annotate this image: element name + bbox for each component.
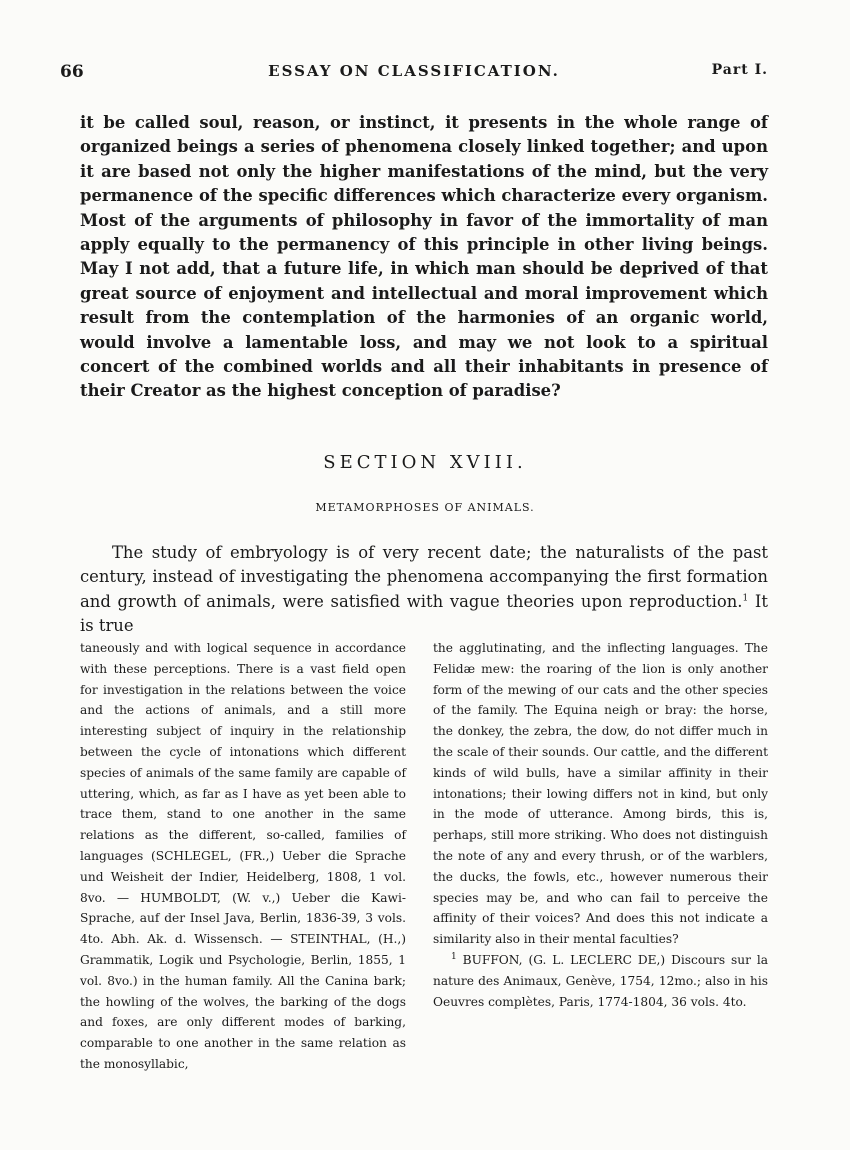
page-header	[60, 62, 768, 86]
part-label: Part I.	[711, 62, 768, 78]
page-number: 66	[60, 62, 84, 82]
footnote-right-column	[433, 638, 768, 1012]
footnote-1-marker: 1	[451, 951, 457, 962]
footnote-reference[interactable]: 1	[742, 593, 749, 604]
intro-paragraph: it be called soul, reason, or instinct, it presents in the whole range of organized beings a series of phenomena closely linked together; and upon it are based not only the higher manifestations of the mind, but the very permanence of the specific differences which characterize every organism. Most of the arguments of philosophy in favor of the immortality of man apply equally to the permanency of this principle in other living beings. May I not add, that a future life, in which man should be deprived of that great source of enjoyment and intellectual and moral improvement which result from the contemplation of the harmonies of an organic world, would involve a lamentable loss, and may we not look to a spiritual concert of the combined worlds and all their inhabitants in presence of their Creator as the highest conception of paradise?	[80, 113, 768, 401]
footnote-left-column: taneously and with logical sequence in accordance with these perceptions. There is a vast field open for investigation in the relations between the voice and the actions of animals, and a still more interesting subject of inquiry in the relationship between the cycle of intonations which different species of animals of the same family are capable of uttering, which, as far as I have as yet been able to trace them, stand to one another in the same relations as the different, so-called, families of languages (SCHLEGEL, (FR.,) Ueber die Sprache und Weisheit der Indier, Heidelberg, 1808, 1 vol. 8vo. — HUMBOLDT, (W. v.,) Ueber die Kawi-Sprache, auf der Insel Java, Berlin, 1836-39, 3 vols. 4to. Abh. Ak. d. Wissensch. — STEINTHAL, (H.,) Grammatik, Logik und Psychologie, Berlin, 1855, 1 vol. 8vo.) in the human family. All the Canina bark; the howling of the wolves, the barking of the dogs and foxes, are only different modes of barking, comparable to one another in the same relation as the monosyllabic,	[80, 641, 406, 1071]
footnote-1	[433, 950, 768, 1012]
section-title: SECTION XVIII.	[323, 452, 527, 473]
footnote-continuation: the agglutinating, and the inflecting languages. The Felidæ mew: the roaring of the lion is only another form of the mewing of our cats and the other species of the family. The Equina neigh or bray: the horse, the donkey, the zebra, the dow, do not differ much in the scale of their sounds. Our cattle, and the different kinds of wild bulls, have a similar affinity in their intonations; their lowing differs not in kind, but only in the mode of utterance. Among birds, this is, perhaps, still more striking. Who does not distinguish the note of any and every thrush, or of the warblers, the ducks, the fowls, etc., however numerous their species may be, and who can fail to perceive the affinity of their voices? And does this not indicate a similarity also in their mental faculties?	[433, 641, 768, 947]
section-paragraph-tail: It is true	[80, 591, 768, 636]
section-subtitle: METAMORPHOSES OF ANIMALS.	[315, 501, 535, 514]
section-paragraph-text: The study of embryology is of very recent date; the naturalists of the past century, instead of investigating the phenomena accompanying the first formation and growth of animals, were satisfied with vague theories upon reproduction.	[80, 543, 768, 611]
footnote-1-text: BUFFON, (G. L. LECLERC DE,) Discours sur la nature des Animaux, Genève, 1754, 12mo.; also in his Oeuvres complètes, Paris, 1774-1804, 36 vols. 4to.	[433, 952, 768, 1009]
section-paragraph	[80, 541, 768, 639]
running-title: ESSAY ON CLASSIFICATION.	[268, 62, 560, 80]
